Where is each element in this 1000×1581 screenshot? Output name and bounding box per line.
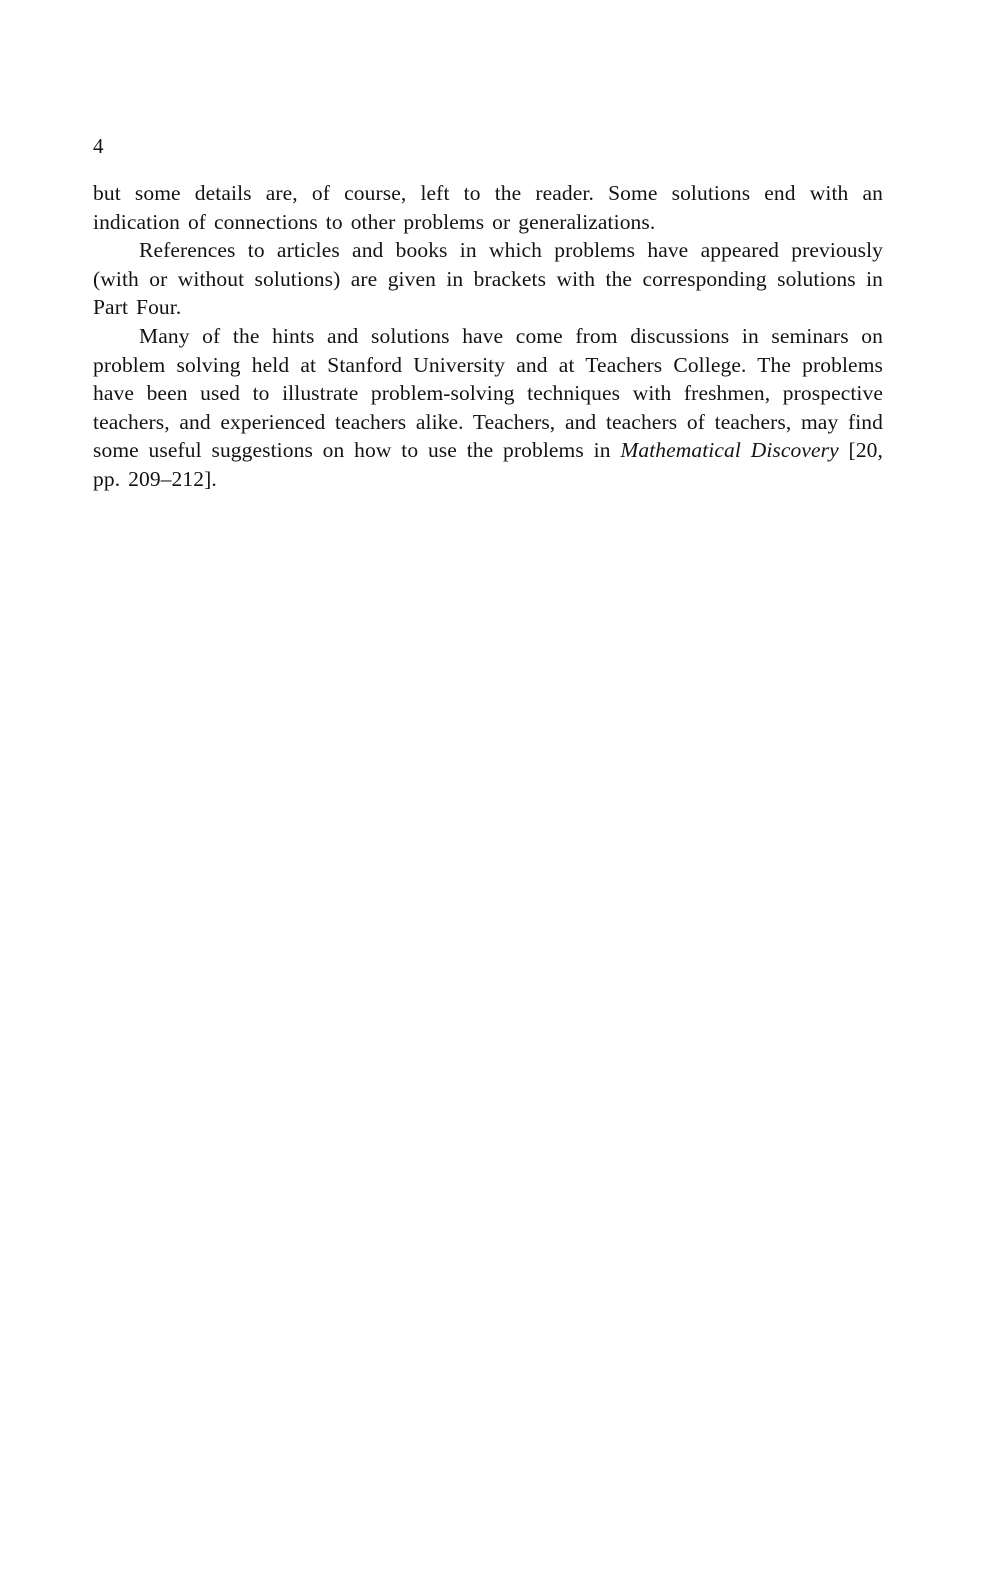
paragraph (93, 236, 883, 322)
paragraph (93, 179, 883, 236)
paragraph-text: References to articles and books in which problems have appeared previously (with or without solutions) are given in brackets with the corresponding solutions in Part Four. (93, 238, 883, 320)
book-title-italic: Mathematical Discovery (620, 438, 839, 463)
page-number: 4 (93, 134, 104, 158)
paragraph (93, 322, 883, 494)
paragraph-text: Many of the hints and solutions have come from discussions in seminars on problem solving held at Stanford University and at Teachers College. The problems have been used to illustrate problem-solving techniques with freshmen, prospective teachers, and experienced teachers alike. Teachers, and teachers of teachers, may find some useful suggestions on how to use the problems in (93, 323, 883, 463)
paragraph-text: but some details are, of course, left to the reader. Some solutions end with an indication of connections to other problems or generalizations. (93, 181, 883, 234)
body-text (93, 179, 883, 494)
paragraph-text: [20, pp. 209–212]. (93, 438, 883, 491)
